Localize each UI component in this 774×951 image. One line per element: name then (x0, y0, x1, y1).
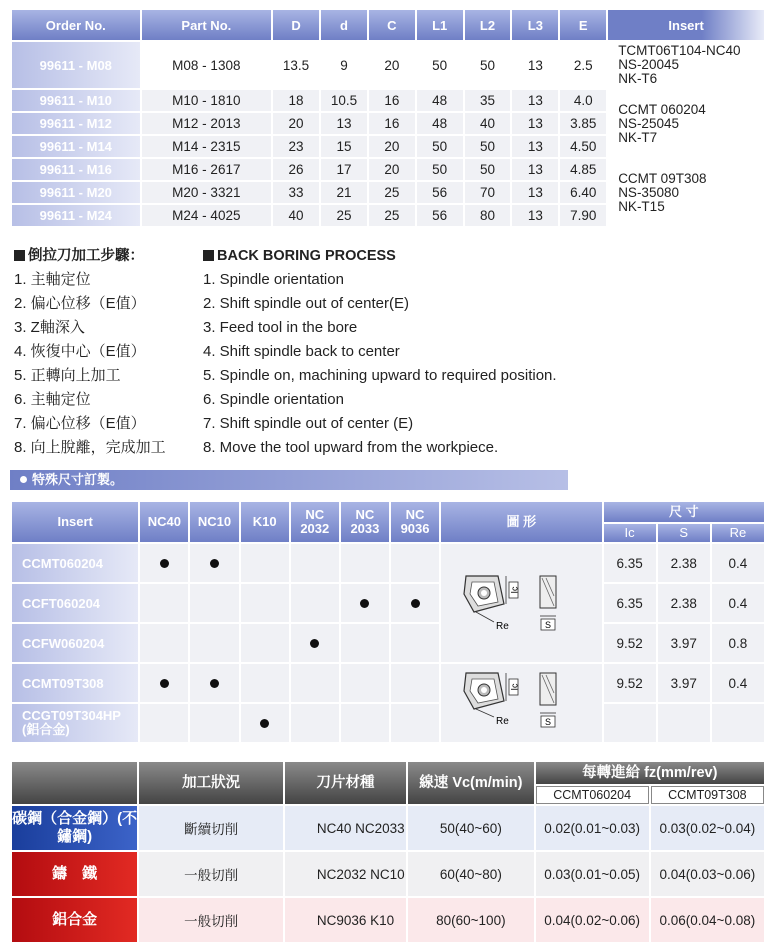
grade-mark (241, 704, 289, 742)
col-insert: Insert (12, 502, 138, 542)
grade-mark (291, 664, 339, 702)
size-s: 3.97 (658, 664, 710, 702)
col-L1: L1 (417, 10, 463, 40)
fz-value: 0.02(0.01~0.03) (536, 806, 649, 850)
grade-mark (190, 664, 238, 702)
insert-line: NS-20045 (618, 57, 679, 72)
insert-diagram (441, 664, 601, 742)
dot-icon (210, 559, 219, 568)
dim-E: 4.85 (560, 159, 606, 180)
process-step: 7. Shift spindle out of center (E) (203, 415, 414, 432)
size-ic (604, 704, 656, 742)
special-size-text: 特殊尺寸訂製。 (32, 472, 124, 487)
insert-group-1 (608, 42, 764, 88)
dim-D: 40 (273, 205, 319, 226)
process-zh (14, 244, 199, 460)
table-row (12, 544, 764, 582)
dim-L3: 13 (512, 113, 558, 134)
dim-D: 20 (273, 113, 319, 134)
process-en-title-text: BACK BORING PROCESS (217, 248, 396, 264)
grade-mark (241, 544, 289, 582)
insert-line: NK-T15 (618, 198, 665, 214)
re-label: Re (496, 715, 510, 727)
grade-mark (391, 704, 439, 742)
dot-icon (160, 679, 169, 688)
insert-diagram-drawing (446, 547, 596, 657)
size-s: 2.38 (658, 584, 710, 622)
grade-mark (341, 544, 389, 582)
dim-L1: 48 (417, 90, 463, 111)
s-label: S (545, 716, 552, 727)
col-D: D (273, 10, 319, 40)
dim-L1: 50 (417, 42, 463, 88)
process-step: 3. Feed tool in the bore (203, 319, 358, 336)
insert-line: NK-T7 (618, 129, 658, 145)
dim-L2: 80 (465, 205, 511, 226)
col-part-no: Part No. (142, 10, 272, 40)
grade-list: NC9036 K10 (285, 898, 406, 942)
col-size: 尺 寸 (604, 502, 764, 522)
size-ic: 9.52 (604, 664, 656, 702)
grade-mark (241, 584, 289, 622)
order-no: 99611 - M08 (12, 42, 140, 88)
s-label: S (545, 619, 552, 630)
grade-mark (291, 544, 339, 582)
part-no: M08 - 1308 (142, 42, 272, 88)
grade-mark (391, 624, 439, 662)
dim-L3: 13 (512, 90, 558, 111)
grade-mark (241, 664, 289, 702)
cutting-condition: 一般切削 (139, 898, 283, 942)
table-row (12, 704, 764, 742)
part-no: M24 - 4025 (142, 205, 272, 226)
insert-line: CCMT 060204 (618, 101, 706, 117)
col-d: d (321, 10, 367, 40)
dim-C: 20 (369, 136, 415, 157)
table-row (12, 624, 764, 662)
col-fz-ccmt09t308: CCMT09T308 (651, 786, 764, 804)
dim-L1: 56 (417, 182, 463, 203)
dim-D: 26 (273, 159, 319, 180)
dim-E: 4.50 (560, 136, 606, 157)
dim-L2: 35 (465, 90, 511, 111)
order-no: 99611 - M24 (12, 205, 140, 226)
grade-mark (140, 544, 188, 582)
order-no: 99611 - M16 (12, 159, 140, 180)
bullet-icon (20, 476, 27, 483)
process-en (203, 244, 763, 460)
process-step: 2. 偏心位移（E值） (14, 295, 146, 312)
process-zh-title-text: 倒拉刀加工步驟： (28, 248, 144, 264)
grade-mark (190, 584, 238, 622)
fz-value: 0.06(0.04~0.08) (651, 898, 764, 942)
dim-D: 18 (273, 90, 319, 111)
col-vc: 線速 Vc(m/min) (408, 762, 533, 804)
col-insert: Insert (608, 10, 764, 40)
insert-line: CCMT 09T308 (618, 170, 707, 186)
col-workpiece (12, 762, 137, 804)
col-grade: NC10 (190, 502, 238, 542)
fz-value: 0.04(0.02~0.06) (536, 898, 649, 942)
insert-diagram (441, 544, 601, 662)
insert-line: NS-35080 (618, 184, 679, 200)
insert-code: CCFW060204 (12, 624, 138, 662)
grade-mark (341, 664, 389, 702)
process-step: 5. Spindle on, machining upward to required position. (203, 367, 557, 384)
col-grade: NC 2033 (341, 502, 389, 542)
grade-mark (291, 704, 339, 742)
col-s: S (658, 524, 710, 542)
process-step: 2. Shift spindle out of center(E) (203, 295, 409, 312)
workpiece-material: 碳鋼（合金鋼）(不鏽鋼) (12, 806, 137, 850)
grade-mark (391, 664, 439, 702)
col-order-no: Order No. (12, 10, 140, 40)
col-C: C (369, 10, 415, 40)
cutting-condition: 斷續切削 (139, 806, 283, 850)
grade-mark (291, 584, 339, 622)
process-step: 7. 偏心位移（E值） (14, 415, 146, 432)
grade-mark (190, 704, 238, 742)
square-bullet-icon (14, 250, 25, 261)
process-step: 6. 主軸定位 (14, 391, 91, 408)
dim-E: 2.5 (560, 42, 606, 88)
special-size-banner (10, 470, 568, 490)
dim-L1: 50 (417, 136, 463, 157)
dot-icon (210, 679, 219, 688)
vc-value: 60(40~80) (408, 852, 533, 896)
grade-mark (190, 544, 238, 582)
grade-mark (291, 624, 339, 662)
insert-code: CCFT060204 (12, 584, 138, 622)
dim-L2: 50 (465, 136, 511, 157)
fz-value: 0.03(0.02~0.04) (651, 806, 764, 850)
dim-L1: 56 (417, 205, 463, 226)
dot-icon (310, 639, 319, 648)
dim-d: 15 (321, 136, 367, 157)
process-zh-title (14, 244, 199, 268)
cutting-condition-table (10, 760, 766, 944)
col-E: E (560, 10, 606, 40)
process-step: 4. 恢復中心（E值） (14, 343, 146, 360)
dim-d: 9 (321, 42, 367, 88)
dim-L2: 50 (465, 159, 511, 180)
grade-mark (341, 624, 389, 662)
part-no: M20 - 3321 (142, 182, 272, 203)
dot-icon (411, 599, 420, 608)
order-no: 99611 - M14 (12, 136, 140, 157)
size-ic: 6.35 (604, 544, 656, 582)
vc-value: 80(60~100) (408, 898, 533, 942)
grade-mark (140, 664, 188, 702)
re-label: Re (496, 620, 510, 632)
grade-mark (241, 624, 289, 662)
size-re: 0.4 (712, 544, 764, 582)
dim-C: 16 (369, 113, 415, 134)
dim-L2: 70 (465, 182, 511, 203)
process-step: 4. Shift spindle back to center (203, 343, 400, 360)
part-no: M16 - 2617 (142, 159, 272, 180)
square-bullet-icon (203, 250, 214, 261)
dim-C: 25 (369, 182, 415, 203)
dim-L1: 50 (417, 159, 463, 180)
dim-C: 20 (369, 159, 415, 180)
size-re: 0.8 (712, 624, 764, 662)
insert-grade-table (10, 500, 766, 744)
col-fz-ccmt060204: CCMT060204 (536, 786, 649, 804)
col-grade: NC 9036 (391, 502, 439, 542)
dim-E: 6.40 (560, 182, 606, 203)
dim-d: 21 (321, 182, 367, 203)
col-grade: 刀片材種 (285, 762, 406, 804)
process-step: 1. 主軸定位 (14, 271, 91, 288)
table-row (12, 42, 764, 88)
table-row (12, 664, 764, 702)
dot-icon (160, 559, 169, 568)
dim-D: 33 (273, 182, 319, 203)
table-row (12, 159, 764, 180)
grade-list: NC2032 NC10 (285, 852, 406, 896)
col-grade: K10 (241, 502, 289, 542)
size-s (658, 704, 710, 742)
dot-icon (360, 599, 369, 608)
col-ic: Ic (604, 524, 656, 542)
workpiece-material: 鋁合金 (12, 898, 137, 942)
workpiece-material: 鑄 鐵 (12, 852, 137, 896)
dim-L1: 48 (417, 113, 463, 134)
insert-group-3 (608, 159, 764, 226)
dim-L3: 13 (512, 136, 558, 157)
dim-L3: 13 (512, 182, 558, 203)
insert-diagram-drawing (446, 667, 596, 737)
table-row (12, 898, 764, 942)
table-row (12, 584, 764, 622)
process-step: 3. Z軸深入 (14, 319, 85, 336)
order-no: 99611 - M10 (12, 90, 140, 111)
table-row (12, 806, 764, 850)
insert-group-2 (608, 90, 764, 157)
col-L2: L2 (465, 10, 511, 40)
dim-d: 25 (321, 205, 367, 226)
process-step: 5. 正轉向上加工 (14, 367, 121, 384)
dim-L2: 50 (465, 42, 511, 88)
part-no: M12 - 2013 (142, 113, 272, 134)
process-step: 6. Spindle orientation (203, 391, 344, 408)
col-fz: 每轉進給 fz(mm/rev) (536, 762, 764, 784)
dim-L3: 13 (512, 205, 558, 226)
dim-d: 10.5 (321, 90, 367, 111)
insert-grade-header (12, 502, 764, 522)
dim-L3: 13 (512, 42, 558, 88)
process-step: 8. Move the tool upward from the workpiece. (203, 439, 499, 456)
cutting-condition: 一般切削 (139, 852, 283, 896)
insert-line: NK-T6 (618, 71, 658, 86)
grade-list: NC40 NC2033 (285, 806, 406, 850)
dim-E: 7.90 (560, 205, 606, 226)
col-L3: L3 (512, 10, 558, 40)
part-no: M10 - 1810 (142, 90, 272, 111)
grade-mark (391, 584, 439, 622)
dot-icon (260, 719, 269, 728)
grade-mark (140, 584, 188, 622)
insert-code: CCMT060204 (12, 544, 138, 582)
grade-mark (140, 704, 188, 742)
grade-mark (391, 544, 439, 582)
grade-mark (190, 624, 238, 662)
col-grade: NC40 (140, 502, 188, 542)
dim-C: 25 (369, 205, 415, 226)
size-ic: 6.35 (604, 584, 656, 622)
size-s: 3.97 (658, 624, 710, 662)
dimension-table (10, 8, 766, 228)
insert-line: TCMT06T104-NC40 (618, 43, 741, 58)
dimension-table-header (12, 10, 764, 40)
dim-C: 16 (369, 90, 415, 111)
col-re: Re (712, 524, 764, 542)
grade-mark (341, 704, 389, 742)
dim-L2: 40 (465, 113, 511, 134)
process-step: 8. 向上脫離，完成加工 (14, 439, 166, 456)
insert-code: CCMT09T308 (12, 664, 138, 702)
size-re (712, 704, 764, 742)
part-no: M14 - 2315 (142, 136, 272, 157)
size-re: 0.4 (712, 664, 764, 702)
col-condition: 加工狀況 (139, 762, 283, 804)
size-ic: 9.52 (604, 624, 656, 662)
col-grade: NC 2032 (291, 502, 339, 542)
dim-d: 17 (321, 159, 367, 180)
col-shape: 圖 形 (441, 502, 601, 542)
dim-D: 13.5 (273, 42, 319, 88)
dim-E: 3.85 (560, 113, 606, 134)
process-en-title (203, 244, 763, 268)
dim-E: 4.0 (560, 90, 606, 111)
dim-C: 20 (369, 42, 415, 88)
order-no: 99611 - M20 (12, 182, 140, 203)
grade-mark (140, 624, 188, 662)
ic-label: Ic (509, 585, 520, 594)
ic-label: Ic (509, 682, 520, 691)
size-s: 2.38 (658, 544, 710, 582)
insert-line: NS-25045 (618, 115, 679, 131)
dim-L3: 13 (512, 159, 558, 180)
cutting-header (12, 762, 764, 784)
dim-D: 23 (273, 136, 319, 157)
process-step: 1. Spindle orientation (203, 271, 344, 288)
vc-value: 50(40~60) (408, 806, 533, 850)
fz-value: 0.04(0.03~0.06) (651, 852, 764, 896)
table-row (12, 90, 764, 111)
grade-mark (341, 584, 389, 622)
table-row (12, 852, 764, 896)
size-re: 0.4 (712, 584, 764, 622)
insert-code: CCGT09T304HP (鋁合金) (12, 704, 138, 742)
order-no: 99611 - M12 (12, 113, 140, 134)
fz-value: 0.03(0.01~0.05) (536, 852, 649, 896)
dim-d: 13 (321, 113, 367, 134)
